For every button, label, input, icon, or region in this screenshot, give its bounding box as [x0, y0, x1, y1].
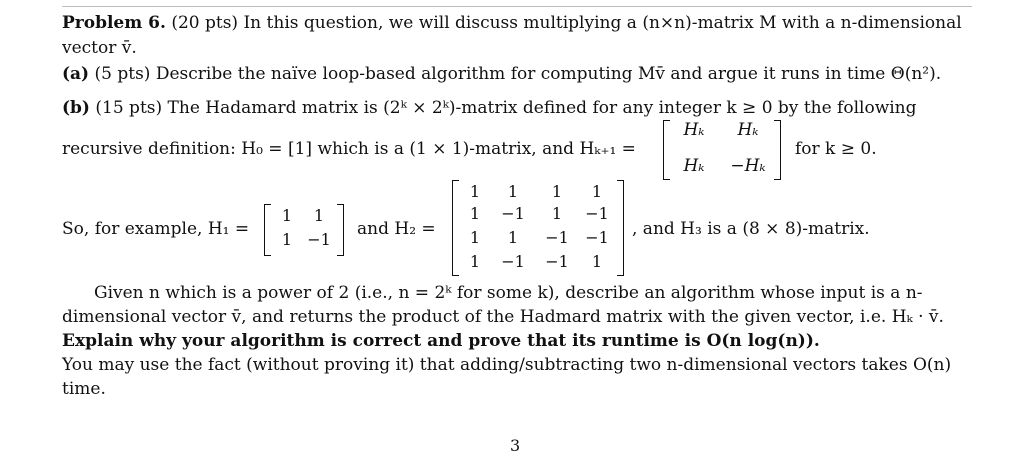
block-cell: Hₖ	[737, 120, 759, 140]
top-rule	[62, 6, 972, 7]
given-line-1: Given n which is a power of 2 (i.e., n = 2ᵏ for some k), describe an algorithm whose input is a n-	[94, 283, 923, 303]
example-right: , and H₃ is a (8 × 8)-matrix.	[632, 219, 870, 239]
h2-cell: 1	[591, 182, 603, 201]
problem-heading: Problem 6.	[62, 13, 166, 33]
recursive-block-matrix	[663, 120, 781, 178]
h1-matrix	[264, 204, 344, 254]
part-b-text-1: (15 pts) The Hadamard matrix is (2ᵏ × 2ᵏ)-matrix defined for any integer k ≥ 0 by the following	[95, 98, 917, 118]
h2-cell: 1	[591, 252, 603, 271]
page-number: 3	[510, 436, 521, 455]
given-line-2: dimensional vector v̄, and returns the product of the Hadmard matrix with the given vector, i.e. Hₖ · v̄.	[62, 307, 944, 327]
example-left: So, for example, H₁ =	[62, 219, 250, 239]
h1-cell: 1	[281, 230, 293, 249]
problem-intro-line-1	[62, 13, 962, 33]
h1-cell: 1	[281, 206, 293, 225]
example-mid: and H₂ =	[357, 219, 436, 239]
h2-cell: −1	[585, 204, 609, 223]
h2-cell: 1	[469, 182, 481, 201]
h2-matrix	[452, 180, 624, 274]
part-a-text: (5 pts) Describe the naïve loop-based algorithm for computing Mv̄ and argue it runs in time Θ(n²).	[94, 64, 942, 84]
h2-cell: 1	[469, 228, 481, 247]
h2-cell: −1	[545, 252, 569, 271]
part-a-label: (a)	[62, 64, 90, 84]
matrix-left-bracket	[452, 180, 459, 276]
problem-points: (20 pts)	[171, 13, 239, 33]
block-cell: Hₖ	[683, 156, 705, 176]
part-b-line-2-right: for k ≥ 0.	[795, 139, 877, 159]
matrix-right-bracket	[337, 204, 344, 256]
matrix-left-bracket	[264, 204, 271, 256]
part-b-line-2-left: recursive definition: H₀ = [1] which is a (1 × 1)-matrix, and Hₖ₊₁ =	[62, 139, 636, 159]
matrix-right-bracket	[774, 120, 781, 180]
h2-cell: 1	[469, 204, 481, 223]
bold-instruction: Explain why your algorithm is correct and prove that its runtime is O(n log(n)).	[62, 331, 820, 351]
h2-cell: 1	[469, 252, 481, 271]
part-b-label: (b)	[62, 98, 90, 118]
fact-line-2: time.	[62, 379, 106, 399]
block-cell: −Hₖ	[730, 156, 766, 176]
h2-cell: −1	[585, 228, 609, 247]
problem-intro-1: In this question, we will discuss multiplying a (n×n)-matrix M with a n-dimensional	[243, 13, 962, 33]
h2-cell: 1	[507, 228, 519, 247]
h1-cell: 1	[313, 206, 325, 225]
h2-cell: −1	[501, 204, 525, 223]
fact-line-1: You may use the fact (without proving it) that adding/subtracting two n-dimensional vectors takes O(n)	[62, 355, 952, 375]
h2-cell: 1	[551, 204, 563, 223]
matrix-right-bracket	[617, 180, 624, 276]
h2-cell: 1	[507, 182, 519, 201]
h2-cell: −1	[545, 228, 569, 247]
block-cell: Hₖ	[683, 120, 705, 140]
problem-intro-line-2: vector v̄.	[62, 38, 137, 58]
h2-cell: 1	[551, 182, 563, 201]
h1-cell: −1	[307, 230, 331, 249]
h2-cell: −1	[501, 252, 525, 271]
part-a	[62, 64, 941, 84]
part-b-line-1	[62, 98, 917, 118]
